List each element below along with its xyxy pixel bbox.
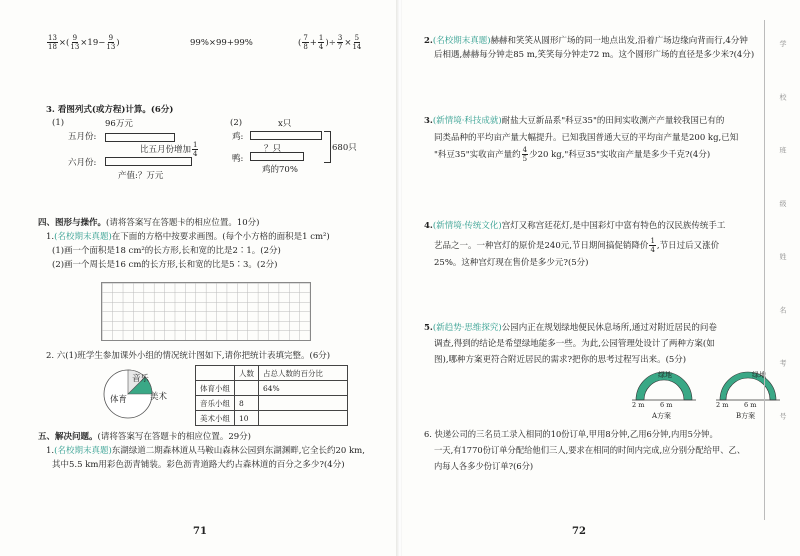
r-q3-line3: "科豆35"实收亩产量约 $\frac{4}{5}$ 少20 kg,"科豆35"实收亩产量是多少千克?(4分) bbox=[434, 146, 711, 163]
dim-a-2m: 2 m bbox=[632, 401, 645, 409]
stats-table: 人数 占总人数的百分比 体育小组 64% 音乐小组 8 美术小组 10 bbox=[195, 365, 348, 426]
table-row: 美术小组 10 bbox=[196, 411, 348, 426]
r-q5-line3: 图),哪种方案更符合附近居民的需求?把你的思考过程写出来。(5分) bbox=[434, 355, 687, 365]
june-label: 六月份: bbox=[68, 158, 97, 168]
q3-part2-label: (2) bbox=[230, 118, 243, 128]
dim-a-6m: 6 m bbox=[660, 401, 673, 409]
r-q4-line2: 艺品之一。一种宫灯的原价是240元,节日期间搞促销降价 $\frac{1}{4}$ ,节日过后又涨价 bbox=[434, 237, 720, 254]
calc-expr-2: 99%×99+99% bbox=[190, 38, 253, 48]
right-page bbox=[402, 0, 800, 556]
table-row: 体育小组 64% bbox=[196, 381, 348, 396]
r-q6-line2: 一天,有1770份订单分配给他们三人,要求在相同的时间内完成,应分别分配给甲、乙、 bbox=[434, 445, 746, 455]
dim-b-6m: 6 m bbox=[744, 401, 757, 409]
may-value: 96万元 bbox=[105, 119, 133, 129]
s4-q1: 1.(名校期末真题)在下面的方格中按要求画图。(每个小方格的面积是1 cm²) bbox=[46, 232, 330, 242]
r-q5-line2: 调查,得到的结论是希望绿地能多一些。为此,公园管理处设计了两种方案(如 bbox=[434, 339, 715, 349]
s4-q1b: (2)画一个周长是16 cm的长方形,长和宽的比是5∶3。(2分) bbox=[52, 260, 278, 270]
plan-a-label: A方案 bbox=[652, 412, 672, 420]
table-row: 音乐小组 8 bbox=[196, 396, 348, 411]
may-label: 五月份: bbox=[68, 132, 97, 142]
s4-q1a: (1)画一个面积是18 cm²的长方形,长和宽的比是2∶1。(2分) bbox=[52, 246, 281, 256]
duck-question: ？只 bbox=[264, 144, 282, 154]
calc-expr-1: $\frac{13}{18}$ ×( $\frac{9}{13}$ ×19− $\frac{9}{13}$ ) bbox=[48, 34, 120, 51]
chicken-label: 鸡: bbox=[232, 132, 244, 142]
chicken-x-label: x只 bbox=[278, 119, 292, 129]
r-q3-line2: 同类品种的平均亩产量大幅提升。已知我国普通大豆的平均亩产量是200 kg,已知 bbox=[434, 133, 739, 143]
r-q6-line3: 内每人各多少份订单?(6分) bbox=[434, 461, 534, 471]
increase-label: 比五月份增加 $\frac{1}{4}$ bbox=[140, 141, 198, 158]
total-label: 680只 bbox=[332, 143, 357, 153]
page-number-left: 71 bbox=[193, 526, 207, 537]
r-q4-line3: 25%。这种宫灯现在售价是多少元?(5分) bbox=[434, 258, 589, 268]
dim-b-2m: 2 m bbox=[716, 401, 729, 409]
pie-label-sport: 体育 bbox=[110, 395, 128, 405]
student-info-sidebar: 学 校 班 级 姓 名 考 号 bbox=[779, 40, 787, 442]
s5-q1: 1.(名校期末真题)东湖绿道二期森林道从马鞍山森林公园到东湖渊畔,它全长约20 km, bbox=[46, 446, 365, 456]
plan-b-green-ring bbox=[720, 372, 776, 400]
r-q2-line2: 后相遇,赫赫每分钟走85 m,笑笑每分钟走72 m。这个圆形广场的直径是多少米?(4分) bbox=[434, 50, 755, 60]
green-label-b: 绿地 bbox=[752, 371, 766, 379]
left-page bbox=[0, 0, 398, 556]
drawing-grid[interactable] bbox=[101, 282, 311, 341]
calc-expr-3: ( $\frac{7}{8}$ + $\frac{1}{4}$ )÷ $\frac{3}{7}$ × $\frac{5}{14}$ bbox=[298, 34, 362, 51]
duck-label: 鸭: bbox=[232, 154, 244, 164]
section4-heading: 四、图形与操作。(请将答案写在答题卡的相应位置。10分) bbox=[38, 218, 260, 228]
r-q4: 4.(新情境·传统文化)宫灯又称宫廷花灯,是中国彩灯中富有特色的汉民族传统手工 bbox=[424, 221, 726, 231]
r-q5: 5.(新趋势·思维探究)公园内正在规划绿地便民休息场所,通过对附近居民的问卷 bbox=[424, 323, 717, 333]
park-plans-diagram bbox=[630, 362, 790, 410]
r-q6: 6. 快递公司的三名员工录入相同的10份订单,甲用8分钟,乙用6分钟,内用5分钟。 bbox=[424, 429, 718, 439]
q3-title: 3. 看图列式(或方程)计算。(6分) bbox=[46, 105, 174, 115]
output-label: 产值:？万元 bbox=[118, 171, 164, 181]
pie-label-art: 美术 bbox=[150, 392, 168, 402]
s5-q1-line2: 其中5.5 km用彩色沥青铺装。彩色沥青道路大约占森林道的百分之多少?(4分) bbox=[52, 460, 345, 470]
green-label-a: 绿地 bbox=[658, 371, 672, 379]
ratio-label: 鸡的70% bbox=[262, 165, 298, 175]
page-number-right: 72 bbox=[572, 526, 586, 537]
q3-part1-label: (1) bbox=[52, 118, 65, 128]
pct-cell[interactable] bbox=[259, 411, 348, 426]
cut-line bbox=[764, 20, 765, 520]
section5-heading: 五、解决问题。(请将答案写在答题卡的相应位置。29分) bbox=[38, 432, 251, 442]
pct-cell[interactable] bbox=[259, 396, 348, 411]
pie-label-music: 音乐 bbox=[132, 374, 150, 384]
plan-b-label: B方案 bbox=[736, 412, 756, 420]
s4-q2: 2. 六(1)班学生参加课外小组的情况统计图如下,请你把统计表填完整。(6分) bbox=[46, 351, 331, 361]
r-q3: 3.(新情境·科技成就)耐盐大豆新品系"科豆35"的田间实收测产产量较我国已有的 bbox=[424, 116, 725, 126]
r-q2: 2.(名校期末真题)赫赫和笑笑从圆形广场的同一地点出发,沿着广场边缘向背而行,4分钟 bbox=[424, 36, 748, 46]
count-cell[interactable] bbox=[235, 381, 259, 396]
